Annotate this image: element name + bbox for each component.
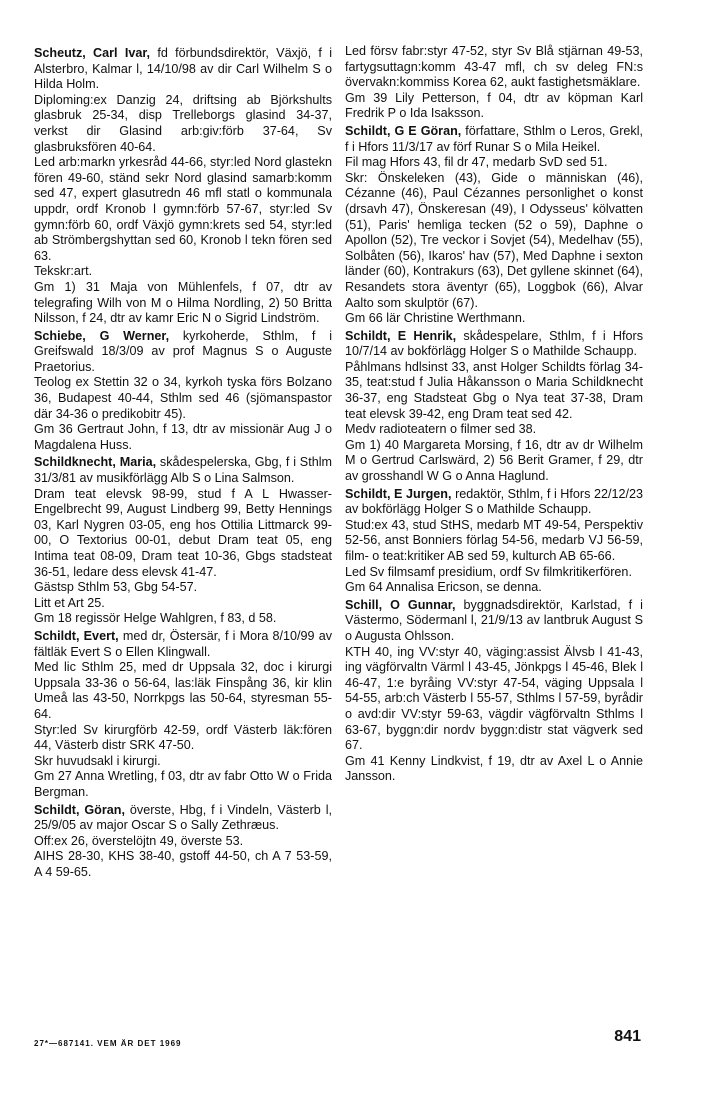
- entry-paragraph: [345, 91, 643, 122]
- entry-paragraph: [345, 311, 643, 327]
- entry-text: Styr:led Sv kirurgförb 42-59, ordf Västerb läk:fören 44, Västerb distr SRK 47-50.: [34, 722, 332, 753]
- entry-text: Med lic Sthlm 25, med dr Uppsala 32, doc i kirurgi Uppsala 33-36 o 56-64, las:läk Finspång 36, kir klin Umeå las 43-50, Norrkpgs las 50-64, styresman 55-64.: [34, 660, 332, 721]
- entry-text: överste, Hbg, f i Vindeln, Västerb l, 25/9/05 av major Oscar S o Sally Zethræus.: [34, 802, 332, 833]
- entry-paragraph: [34, 723, 332, 754]
- entry-text: Gästsp Sthlm 53, Gbg 54-57.: [34, 580, 198, 595]
- entry-text: Gm 41 Kenny Lindkvist, f 19, dtr av Axel L o Annie Jansson.: [345, 753, 643, 784]
- entry-text: Gm 18 regissör Helge Wahlgren, f 83, d 58.: [34, 611, 277, 626]
- entry-text: Off:ex 26, överstelöjtn 49, överste 53.: [34, 833, 244, 848]
- entry-paragraph: [345, 645, 643, 754]
- entry-text: Påhlmans hdlsinst 33, anst Holger Schildts förlag 34-35, teat:stud f Julia Håkansson o Maria Schildknecht 36-37, eng Stadsteat Gbg o Nya teat 37-38, Dram teat elevsk 39-42, eng Dram teat sed 42.: [345, 359, 643, 421]
- entry-paragraph: [34, 93, 332, 155]
- entry-paragraph: [34, 422, 332, 453]
- entry-paragraph: [34, 849, 332, 880]
- entry-name: Schildt, E Henrik,: [345, 328, 457, 343]
- entry-text: Gm 66 lär Christine Werthmann.: [345, 311, 526, 326]
- entry-paragraph: [34, 280, 332, 327]
- entry-text: Teolog ex Stettin 32 o 34, kyrkoh tyska förs Bolzano 36, Budapest 40-44, Sthlm sed 46 (sjömanspastor där 34-36 o predikobitr 45).: [34, 375, 332, 421]
- entry-heading-paragraph: [34, 803, 332, 834]
- entry-text: Gm 64 Annalisa Ericson, se denna.: [345, 580, 542, 595]
- entry-heading-paragraph: [345, 487, 643, 518]
- entry-text: Skr: Önskeleken (43), Gide o människan (46), Cézanne (46), Paul Cézannes personlighet o konst (drsavh 47), Önskeresan (49), I Odysseus' kölvatten (51), Paris' hemliga tecken (52 o 59), Daphne o Apollon (52), Tre veckor i Sovjet (54), Medelhav (55), Solbåten (56), Ikaros' hav (57), Med Daphne i sexton länder (60), Kontrakurs (63), Det gyllene skinnet (64), Resandets stora äventyr (65), Loggbok (66), Alvar Aalto som skulptör (67).: [345, 170, 643, 310]
- left-column: [34, 44, 332, 880]
- entry-text: Skr huvudsakl i kirurgi.: [34, 753, 161, 768]
- entry-text: AIHS 28-30, KHS 38-40, gstoff 44-50, ch A 7 53-59, A 4 59-65.: [34, 849, 332, 879]
- entry-text: Tekskr:art.: [34, 264, 93, 279]
- entry-paragraph: [345, 580, 643, 596]
- entry-paragraph: [34, 754, 332, 770]
- entry-text: Dram teat elevsk 98-99, stud f A L Hwasser-Engelbrecht 99, August Lindberg 99, Betty Hennings 03, Karl Nygren 03-05, eng hos Ottilia Littmarck 99-00, O Textorius 00-01, debut Dram teat 05, eng Intima teat 08-09, Dram teat 10-36, Gbgs stadsteat 36-51, ledare dess elevsk 41-47.: [34, 486, 332, 579]
- entry-paragraph: [34, 596, 332, 612]
- entry-text: Medv radioteatern o filmer sed 38.: [345, 422, 537, 437]
- entry-paragraph: [345, 360, 643, 422]
- entry-text: Led arb:markn yrkesråd 44-66, styr:led Nord glastekn fören 49-60, ständ sekr Nord glasind samarb:komm sed 47, expert glasutredn 46 mfl statl o kommunala uppdr, ordf Kronob l gymn:förb 57-67, styr:led Sv gymn:förb 60, ordf Växjö gymn:krets sed 54, styr:led ab Strömbergshyttan sed 60, Kronob l tekn fören sed 63.: [34, 155, 332, 263]
- entry-paragraph: [34, 155, 332, 264]
- entry-paragraph: [34, 580, 332, 596]
- entry-heading-paragraph: [34, 46, 332, 93]
- entry-text: Led Sv filmsamf presidium, ordf Sv filmkritikerfören.: [345, 564, 632, 579]
- entry-text: Stud:ex 43, stud StHS, medarb MT 49-54, Perspektiv 52-56, anst Bonniers förlag 54-56, medarb VJ 56-59, film- o teat:kritiker AB sed 59, kulturch AB 65-66.: [345, 517, 643, 563]
- entry-text: Led försv fabr:styr 47-52, styr Sv Blå stjärnan 49-53, fartygsuttagn:komm 43-47 mfl, ch sv deleg FN:s övervakn:kommiss Korea 62, aukt fastighetsmäklare.: [345, 44, 643, 90]
- footer-print-code: 27*—687141. VEM ÄR DET 1969: [34, 1039, 182, 1048]
- entry-text: Gm 36 Gertraut John, f 13, dtr av missionär Aug J o Magdalena Huss.: [34, 422, 332, 452]
- entry-heading-paragraph: [345, 124, 643, 155]
- entry-text: skådespelare, Sthlm, f i Hfors 10/7/14 av bokförlägg Holger S o Mathilde Schaupp.: [345, 328, 644, 359]
- entry-name: Schildt, Göran,: [34, 802, 125, 817]
- entry-text: kyrkoherde, Sthlm, f i Greifswald 18/3/09 av prof Magnus S o Auguste Praetorius.: [34, 328, 332, 374]
- entry-text: redaktör, Sthlm, f i Hfors 22/12/23 av bokförlägg Holger S o Mathilde Schaupp.: [345, 486, 643, 517]
- entry-name: Scheutz, Carl Ivar,: [34, 46, 151, 60]
- entry-heading-paragraph: [34, 455, 332, 486]
- entry-text: fd förbundsdirektör, Växjö, f i Alsterbro, Kalmar l, 14/10/98 av dir Carl Wilhelm S o Hilda Holm.: [34, 46, 333, 92]
- entry-name: Schildknecht, Maria,: [34, 455, 157, 470]
- entry-heading-paragraph: [345, 598, 643, 645]
- entry-text: KTH 40, ing VV:styr 40, väging:assist Älvsb l 41-43, ing vägförvaltn Värml l 43-45, Jönkpgs l 45-46, Blek l 46-47, 1:e byråing VV:styr 47-54, väging Uppsala l 54-55, arb:ch Västerb l 55-57, Sthlms l 57-59, byrådir o avd:dir VV:styr 59-63, vägdir vägförvaltn Sthlms l 63-67, byggn:dir nordv byggn:distr stat vägverk sed 67.: [345, 644, 643, 753]
- entry-paragraph: [345, 438, 643, 485]
- entry-paragraph: [345, 171, 643, 311]
- entry-name: Schildt, E Jurgen,: [345, 486, 452, 501]
- entry-name: Schiebe, G Werner,: [34, 328, 170, 343]
- entry-paragraph: [34, 660, 332, 722]
- entry-heading-paragraph: [34, 329, 332, 376]
- entry-paragraph: [34, 487, 332, 581]
- entry-text: byggnadsdirektör, Karlstad, f i Västermo, Södermanl l, 21/9/13 av lantbruk August S o Augusta Ohlsson.: [345, 597, 643, 643]
- entry-text: författare, Sthlm o Leros, Grekl, f i Hfors 11/3/17 av förf Runar S o Mila Heikel.: [345, 123, 643, 154]
- entry-paragraph: [34, 375, 332, 422]
- entry-paragraph: [34, 611, 332, 627]
- entry-paragraph: [345, 155, 643, 171]
- entry-text: Gm 39 Lily Petterson, f 04, dtr av köpman Karl Fredrik P o Ida Isaksson.: [345, 90, 643, 121]
- entry-text: med dr, Östersär, f i Mora 8/10/99 av fältläk Evert S o Ellen Klingwall.: [34, 628, 333, 659]
- entry-heading-paragraph: [34, 629, 332, 660]
- entry-paragraph: [34, 264, 332, 280]
- entry-text: Diploming:ex Danzig 24, driftsing ab Björkshults glasbruk 25-34, disp Trelleborgs glasind 34-37, verkst dir Glasind arb:giv:förb 37-64, Sv glasbruksfören 40-64.: [34, 92, 332, 154]
- entry-paragraph: [345, 44, 643, 91]
- entry-text: Gm 1) 31 Maja von Mühlenfels, f 07, dtr av telegrafing Wilh von M o Hilma Nordling, 2) 50 Britta Nilsson, f 24, dtr av kamr Eric N o Sigrid Lindström.: [34, 279, 332, 326]
- entry-paragraph: [34, 834, 332, 850]
- entry-paragraph: [345, 422, 643, 438]
- page-number: 841: [614, 1028, 641, 1045]
- entry-name: Schildt, G E Göran,: [345, 123, 462, 138]
- entry-heading-paragraph: [345, 329, 643, 360]
- entry-text: Gm 1) 40 Margareta Morsing, f 16, dtr av dr Wilhelm M o Gertrud Carlswärd, 2) 56 Berit Gramer, f 29, dtr av grosshandl W G o Anna Haglund.: [345, 437, 643, 484]
- entry-text: Litt et Art 25.: [34, 595, 105, 610]
- entry-paragraph: [345, 565, 643, 581]
- entry-text: skådespelerska, Gbg, f i Sthlm 31/3/81 av musikförlägg Alb S o Lina Salmson.: [34, 455, 333, 486]
- entry-paragraph: [34, 769, 332, 800]
- entry-text: Fil mag Hfors 43, fil dr 47, medarb SvD sed 51.: [345, 155, 608, 170]
- entry-paragraph: [345, 754, 643, 785]
- entry-name: Schill, O Gunnar,: [345, 597, 456, 612]
- right-column: [345, 44, 643, 785]
- entry-name: Schildt, Evert,: [34, 628, 119, 643]
- entry-paragraph: [345, 518, 643, 565]
- entry-text: Gm 27 Anna Wretling, f 03, dtr av fabr Otto W o Frida Bergman.: [34, 769, 332, 799]
